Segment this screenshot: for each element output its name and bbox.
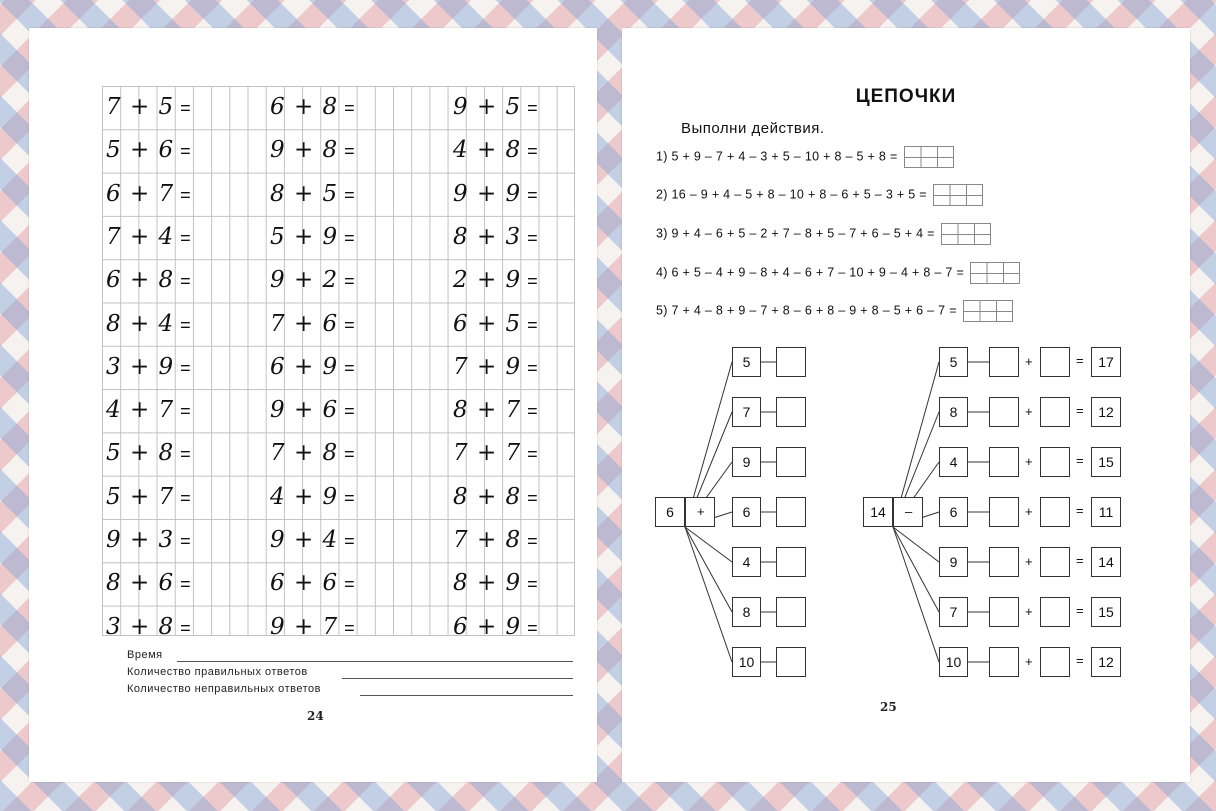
chain-expression: 1) 5 + 9 – 7 + 4 – 3 + 5 – 10 + 8 – 5 + 8 = [656,149,898,164]
exercise-expression: 7 + 5 [106,94,175,120]
exercise-item [106,216,192,260]
exercise-item [270,606,356,650]
exercise-expression: 9 + 5 [453,94,522,120]
exercise-expression: 9 + 9 [453,180,522,207]
equals-sign: = [344,357,356,378]
tree-result-number: 15 [1091,597,1121,627]
tree-item-number: 9 [939,547,968,577]
chain-exercise [656,300,1013,322]
answer-box[interactable] [776,497,806,527]
exercise-expression: 5 + 8 [106,440,175,467]
equals-sign: = [180,444,192,465]
equals-sign: = [1076,553,1084,568]
equals-sign: = [527,184,539,205]
answer-box[interactable] [776,397,806,427]
exercise-expression: 8 + 7 [453,397,522,424]
tree-branch-line [893,527,939,662]
equals-sign: = [180,314,192,335]
answer-grid[interactable] [970,262,1020,284]
tree-item-number: 6 [732,497,761,527]
exercise-item [106,86,192,130]
equals-sign: = [527,617,539,638]
exercise-item [106,562,192,606]
equals-sign: = [527,271,539,292]
plus-sign: + [1025,404,1033,419]
equals-sign: = [180,487,192,508]
tree-result-number: 14 [1091,547,1121,577]
equals-sign: = [344,141,356,162]
plus-sign: + [1025,604,1033,619]
plus-sign: + [1025,654,1033,669]
exercise-expression: 7 + 6 [270,310,339,337]
tree-operator: + [697,504,705,519]
exercise-item [106,476,192,520]
chain-expression: 2) 16 – 9 + 4 – 5 + 8 – 10 + 8 – 6 + 5 – 3 + 5 = [656,187,927,202]
tree-item-number: 6 [939,497,968,527]
exercise-expression: 6 + 9 [453,613,522,640]
exercise-expression: 9 + 7 [270,613,339,640]
equals-sign: = [180,271,192,292]
exercise-item [453,562,539,606]
answer-box[interactable] [989,597,1019,627]
equals-sign: = [1076,403,1084,418]
exercise-item [270,303,356,347]
exercise-expression: 5 + 7 [106,483,175,510]
equals-sign: = [180,184,192,205]
answer-box[interactable] [776,447,806,477]
exercise-expression: 7 + 4 [106,223,175,250]
chain-exercise [656,262,1020,284]
exercise-item [453,303,539,347]
chain-exercise [656,146,954,168]
exercise-item [106,606,192,650]
equals-sign: = [527,357,539,378]
exercise-expression: 8 + 5 [270,180,339,207]
exercise-item [270,216,356,260]
answer-box[interactable] [1040,397,1070,427]
stat-time-line[interactable] [177,661,573,662]
exercise-item [270,259,356,303]
exercise-expression: 6 + 6 [270,570,339,597]
equals-sign: = [527,227,539,248]
exercise-expression: 6 + 9 [270,353,339,380]
exercise-item [270,432,356,476]
exercise-expression: 4 + 7 [106,397,175,424]
exercise-item [453,432,539,476]
tree-branch-line [893,527,939,612]
tree-item-number: 5 [939,347,968,377]
equals-sign: = [344,227,356,248]
equals-sign: = [344,617,356,638]
equals-sign: = [344,531,356,551]
equals-sign: = [527,314,539,335]
equals-sign: = [527,98,539,118]
tree-result-number: 17 [1091,347,1121,377]
exercise-expression: 4 + 8 [453,137,522,164]
exercise-item [270,389,356,433]
exercise-item [106,389,192,433]
stat-correct-label: Количество правильных ответов [127,666,308,678]
tree-result-number: 12 [1091,397,1121,427]
equals-sign: = [180,574,192,595]
exercise-expression: 9 + 4 [270,527,339,553]
answer-box[interactable] [776,547,806,577]
answer-box[interactable] [776,347,806,377]
exercise-expression: 8 + 3 [453,223,522,250]
exercise-item [453,216,539,260]
chain-exercise [656,223,991,245]
exercise-item [270,86,356,130]
chain-expression: 5) 7 + 4 – 8 + 9 – 7 + 8 – 6 + 8 – 9 + 8 – 5 + 6 – 7 = [656,303,957,318]
exercise-item [453,606,539,650]
exercise-item [453,346,539,390]
answer-box[interactable] [989,497,1019,527]
answer-grid[interactable] [941,223,991,245]
plus-sign: + [1025,454,1033,469]
chain-expression: 3) 9 + 4 – 6 + 5 – 2 + 7 – 8 + 5 – 7 + 6 – 5 + 4 = [656,226,935,241]
exercise-expression: 9 + 6 [270,397,339,424]
tree-result-number: 15 [1091,447,1121,477]
equals-sign: = [527,444,539,465]
equals-sign: = [344,271,356,292]
tree-item-number: 8 [939,397,968,427]
page-title: ЦЕПОЧКИ [855,86,957,107]
exercise-expression: 5 + 9 [270,223,339,250]
tree-item-number: 7 [732,397,761,427]
exercise-item [453,129,539,173]
exercise-expression: 9 + 3 [106,527,175,553]
exercise-expression: 8 + 8 [453,483,522,510]
equals-sign: = [344,184,356,205]
exercise-item [453,259,539,303]
answer-box[interactable] [989,647,1019,677]
exercise-item [453,173,539,217]
exercise-expression: 7 + 8 [270,440,339,467]
plus-sign: + [1025,554,1033,569]
tree-result-number: 11 [1091,497,1121,527]
left-page [29,28,597,782]
exercise-item [270,519,356,563]
exercise-expression: 3 + 9 [106,353,175,380]
page-number-left: 24 [307,709,324,723]
exercise-expression: 6 + 5 [453,310,522,337]
equals-sign: = [344,314,356,335]
equals-sign: = [1076,503,1084,518]
exercise-item [106,173,192,217]
answer-grid[interactable] [963,300,1013,322]
equals-sign: = [344,98,356,118]
answer-box[interactable] [989,547,1019,577]
answer-grid[interactable] [933,184,983,206]
tree-item-number: 10 [939,647,968,677]
answer-box[interactable] [1040,447,1070,477]
tree-branch-line [685,527,732,612]
right-page [622,28,1190,782]
tree-item-number: 9 [732,447,761,477]
tree-root-number: 6 [655,497,685,527]
exercise-item [453,476,539,520]
answer-box[interactable] [989,447,1019,477]
exercise-item [106,259,192,303]
equals-sign: = [1076,353,1084,368]
exercise-expression: 6 + 7 [106,180,175,207]
tree-result-number: 12 [1091,647,1121,677]
answer-box[interactable] [1040,547,1070,577]
chain-exercise [656,184,983,206]
exercise-expression: 7 + 8 [453,527,522,553]
equals-sign: = [527,401,539,422]
exercise-expression: 2 + 9 [453,267,522,294]
tree-operator: – [905,504,913,519]
equals-sign: = [180,401,192,422]
equals-sign: = [180,531,192,551]
tree-item-number: 8 [732,597,761,627]
equals-sign: = [344,487,356,508]
exercise-item [453,519,539,563]
tree-item-number: 4 [939,447,968,477]
answer-box[interactable] [776,647,806,677]
answer-box[interactable] [1040,647,1070,677]
tree-item-number: 5 [732,347,761,377]
exercise-expression: 9 + 8 [270,137,339,164]
tree-branch-line [685,527,732,662]
stat-time-label: Время [127,649,163,661]
equals-sign: = [527,141,539,162]
answer-box[interactable] [989,347,1019,377]
stat-correct-line[interactable] [342,678,573,679]
exercise-expression: 7 + 9 [453,353,522,380]
exercise-item [106,346,192,390]
tree-root-number: 14 [863,497,893,527]
exercise-expression: 8 + 4 [106,310,175,337]
chain-expression: 4) 6 + 5 – 4 + 9 – 8 + 4 – 6 + 7 – 10 + 9 – 4 + 8 – 7 = [656,265,965,280]
equals-sign: = [1076,453,1084,468]
exercise-item [106,519,192,563]
plus-sign: + [1025,504,1033,519]
page-number-right: 25 [880,700,897,714]
exercise-item [270,129,356,173]
equals-sign: = [344,574,356,595]
exercise-expression: 6 + 8 [106,267,175,294]
equals-sign: = [180,617,192,638]
instruction-text: Выполни действия. [681,120,825,137]
answer-box[interactable] [1040,347,1070,377]
answer-box[interactable] [776,597,806,627]
equals-sign: = [527,531,539,551]
tree-item-number: 7 [939,597,968,627]
exercise-expression: 4 + 9 [270,483,339,510]
exercise-item [270,173,356,217]
answer-box[interactable] [1040,597,1070,627]
tree-item-number: 4 [732,547,761,577]
tree-branch-line [685,527,732,562]
stat-incorrect-line[interactable] [360,695,573,696]
plus-sign: + [1025,354,1033,369]
exercise-item [270,346,356,390]
answer-box[interactable] [989,397,1019,427]
exercise-item [453,389,539,433]
exercise-expression: 9 + 2 [270,267,339,294]
tree-branch-line [893,527,939,562]
answer-box[interactable] [1040,497,1070,527]
equals-sign: = [344,444,356,465]
exercise-item [453,86,539,130]
tree-item-number: 10 [732,647,761,677]
equals-sign: = [527,487,539,508]
exercise-expression: 8 + 9 [453,570,522,597]
equals-sign: = [1076,653,1084,668]
exercise-item [270,476,356,520]
exercise-expression: 6 + 8 [270,94,339,120]
equals-sign: = [180,98,192,118]
exercise-expression: 3 + 8 [106,613,175,640]
stat-incorrect-label: Количество неправильных ответов [127,683,321,695]
exercise-item [106,432,192,476]
exercise-item [106,303,192,347]
exercise-item [270,562,356,606]
equals-sign: = [180,141,192,162]
equals-sign: = [180,227,192,248]
equals-sign: = [1076,603,1084,618]
equals-sign: = [180,357,192,378]
equals-sign: = [527,574,539,595]
exercise-expression: 7 + 7 [453,440,522,467]
exercise-expression: 8 + 6 [106,570,175,597]
answer-grid[interactable] [904,146,954,168]
equals-sign: = [344,401,356,422]
exercise-item [106,129,192,173]
exercise-expression: 5 + 6 [106,137,175,164]
